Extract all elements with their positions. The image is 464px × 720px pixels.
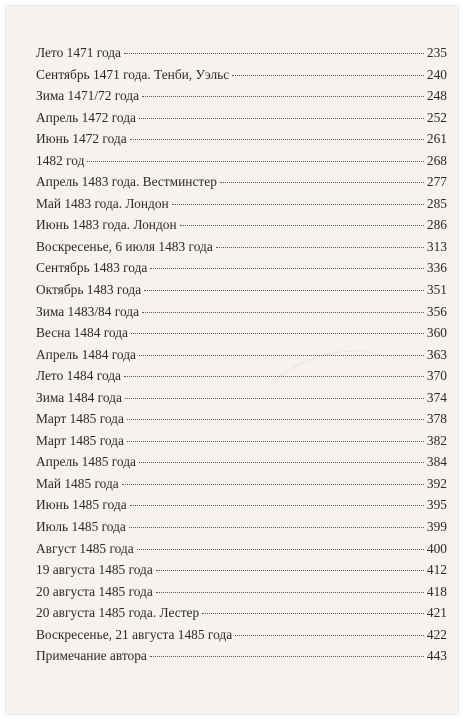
toc-entry-title: Зима 1484 года: [36, 389, 122, 405]
toc-entry-page-number: 392: [426, 475, 447, 491]
toc-entry-page-number: 248: [426, 88, 447, 104]
dot-leader: [156, 592, 424, 593]
toc-entry-title: Сентябрь 1471 года. Тенби, Уэльс: [36, 66, 230, 82]
toc-entry: [36, 304, 447, 326]
dot-leader: [144, 290, 424, 291]
toc-entry: [36, 174, 447, 196]
dot-leader: [139, 118, 424, 119]
dot-leader: [180, 225, 424, 226]
dot-leader: [127, 441, 424, 442]
toc-entry-title: 19 августа 1485 года: [36, 562, 153, 578]
toc-entry-title: Июль 1485 года: [36, 519, 126, 535]
toc-entry-title: Лето 1471 года: [36, 45, 122, 60]
toc-entry-page-number: 378: [426, 411, 447, 427]
toc-entry: [36, 239, 447, 261]
toc-entry-page-number: 277: [426, 174, 447, 190]
toc-entry-page-number: 235: [426, 45, 447, 60]
toc-entry-page-number: 240: [426, 66, 447, 82]
toc-entry: [36, 88, 447, 110]
toc-entry: [36, 627, 447, 649]
toc-entry-page-number: 412: [426, 562, 447, 578]
dot-leader: [139, 462, 424, 463]
toc-entry-page-number: 370: [426, 368, 447, 384]
toc-entry: [36, 282, 447, 304]
toc-entry-page-number: 395: [426, 497, 447, 513]
dot-leader: [127, 419, 424, 420]
toc-entry-page-number: 313: [426, 238, 447, 254]
toc-entry-page-number: 443: [426, 648, 447, 664]
dot-leader: [216, 247, 424, 248]
dot-leader: [87, 161, 423, 162]
dot-leader: [150, 656, 424, 657]
dot-leader: [125, 398, 424, 399]
table-of-contents: [36, 45, 447, 670]
toc-entry-title: Апрель 1485 года: [36, 454, 136, 470]
toc-entry-page-number: 360: [426, 325, 447, 341]
toc-entry-title: 1482 год: [36, 152, 85, 168]
toc-entry-title: Зима 1471/72 года: [36, 88, 140, 104]
toc-entry-page-number: 399: [426, 519, 447, 535]
toc-entry: [36, 433, 447, 455]
toc-entry-title: Август 1485 года: [36, 540, 134, 556]
toc-entry-title: 20 августа 1485 года. Лестер: [36, 605, 200, 621]
toc-entry: [36, 217, 447, 239]
toc-entry-title: Воскресенье, 6 июля 1483 года: [36, 238, 213, 254]
toc-entry-page-number: 286: [426, 217, 447, 233]
toc-entry: [36, 45, 447, 67]
toc-entry: [36, 110, 447, 132]
toc-entry-title: Лето 1484 года: [36, 368, 122, 384]
toc-entry-page-number: 400: [426, 540, 447, 556]
toc-entry-title: Март 1485 года: [36, 411, 124, 427]
dot-leader: [129, 527, 424, 528]
toc-entry: [36, 260, 447, 282]
toc-entry: [36, 519, 447, 541]
dot-leader: [220, 182, 424, 183]
toc-entry-page-number: 268: [426, 152, 447, 168]
toc-entry-page-number: 363: [426, 346, 447, 362]
toc-entry-title: Сентябрь 1483 года: [36, 260, 148, 276]
toc-entry-title: Примечание автора: [36, 648, 147, 664]
toc-entry-title: Весна 1484 года: [36, 325, 128, 341]
toc-entry: [36, 67, 447, 89]
toc-entry-title: Июнь 1483 года. Лондон: [36, 217, 177, 233]
toc-entry: [36, 153, 447, 175]
dot-leader: [156, 570, 424, 571]
toc-entry: [36, 584, 447, 606]
toc-entry-page-number: 418: [426, 583, 447, 599]
dot-leader: [172, 204, 424, 205]
toc-entry-title: Март 1485 года: [36, 432, 124, 448]
toc-entry-page-number: 261: [426, 131, 447, 147]
toc-entry-page-number: 374: [426, 389, 447, 405]
toc-entry-page-number: 421: [426, 605, 447, 621]
dot-leader: [130, 139, 424, 140]
toc-entry-title: Апрель 1484 года: [36, 346, 136, 362]
book-page: [6, 6, 458, 714]
dot-leader: [139, 355, 424, 356]
toc-entry: [36, 454, 447, 476]
toc-entry: [36, 390, 447, 412]
toc-entry-page-number: 285: [426, 195, 447, 211]
dot-leader: [124, 53, 424, 54]
dot-leader: [235, 635, 424, 636]
toc-entry: [36, 368, 447, 390]
toc-entry: [36, 196, 447, 218]
toc-entry-page-number: 336: [426, 260, 447, 276]
toc-entry-page-number: 356: [426, 303, 447, 319]
toc-entry: [36, 347, 447, 369]
toc-entry: [36, 562, 447, 584]
dot-leader: [142, 96, 424, 97]
toc-entry-title: Апрель 1472 года: [36, 109, 136, 125]
toc-entry-title: Июнь 1472 года: [36, 131, 127, 147]
dot-leader: [131, 333, 424, 334]
toc-entry-title: Зима 1483/84 года: [36, 303, 140, 319]
dot-leader: [232, 75, 424, 76]
toc-entry: [36, 131, 447, 153]
toc-entry-title: Май 1485 года: [36, 475, 119, 491]
toc-entry: [36, 497, 447, 519]
toc-entry-page-number: 422: [426, 626, 447, 642]
toc-entry-title: Воскресенье, 21 августа 1485 года: [36, 626, 233, 642]
dot-leader: [137, 549, 424, 550]
toc-entry-title: 20 августа 1485 года: [36, 583, 153, 599]
dot-leader: [150, 268, 424, 269]
dot-leader: [142, 312, 424, 313]
toc-entry: [36, 411, 447, 433]
toc-entry: [36, 605, 447, 627]
toc-entry-page-number: 382: [426, 432, 447, 448]
toc-entry: [36, 325, 447, 347]
toc-entry-title: Апрель 1483 года. Вестминстер: [36, 174, 217, 190]
toc-entry: [36, 476, 447, 498]
toc-entry-title: Октябрь 1483 года: [36, 282, 142, 298]
dot-leader: [130, 505, 424, 506]
toc-entry-page-number: 252: [426, 109, 447, 125]
toc-entry-page-number: 384: [426, 454, 447, 470]
toc-entry-page-number: 351: [426, 282, 447, 298]
toc-entry: [36, 648, 447, 670]
dot-leader: [202, 613, 424, 614]
toc-entry: [36, 541, 447, 563]
dot-leader: [124, 376, 424, 377]
dot-leader: [122, 484, 424, 485]
toc-entry-title: Июнь 1485 года: [36, 497, 127, 513]
toc-entry-title: Май 1483 года. Лондон: [36, 195, 169, 211]
